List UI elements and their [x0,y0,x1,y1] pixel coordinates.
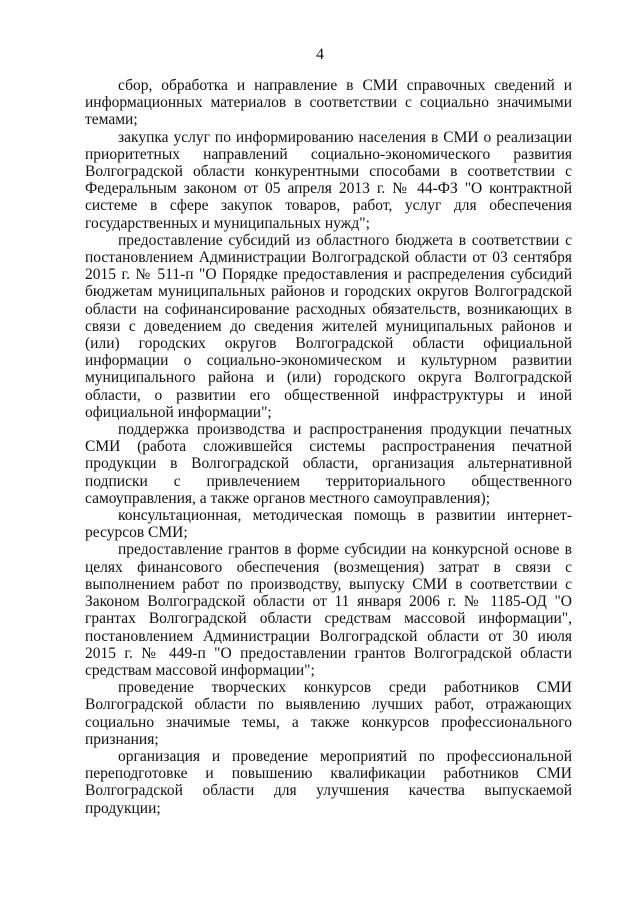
paragraph-print-support: поддержка производства и распространения продукции печатных СМИ (работа сложившейся системы распространения печатной продукции в Волгоградской области, организация альтернативной подписки с привлечением территориального общественного самоуправления, а также органов местного самоуправления); [85,421,572,507]
paragraph-training: организация и проведение мероприятий по профессиональной переподготовке и повышению квалификации работников СМИ Волгоградской области для улучшения качества выпускаемой продукции; [85,747,572,817]
paragraph-grants: предоставление грантов в форме субсидии на конкурсной основе в целях финансового обеспечения (возмещения) затрат в связи с выполнением работ по производству, выпуску СМИ в соответствии с Законом Волгоградской области от 11 января 2006 г. № 1185-ОД "О грантах Волгоградской области средствам массовой информации", постановлением Администрации Волгоградской области от 30 июля 2015 г. № 449-п "О предоставлении грантов Волгоградской области средствам массовой информации"; [85,541,572,679]
page-number: 4 [316,46,324,63]
document-body [85,77,572,817]
paragraph-consulting: консультационная, методическая помощь в развитии интернет-ресурсов СМИ; [85,507,572,542]
paragraph-contests: проведение творческих конкурсов среди работников СМИ Волгоградской области по выявлению лучших работ, отражающих социально значимые темы, а также конкурсов профессионального признания; [85,679,572,748]
paragraph-subsidies: предоставление субсидий из областного бюджета в соответствии с постановлением Администрации Волгоградской области от 03 сентября 2015 г. № 511-п "О Порядке предоставления и распределения субсидий бюджетам муниципальных районов и городских округов Волгоградской области на софинансирование расходных обязательств, возникающих в связи с доведением до сведения жителей муниципальных районов и (или) городских округов Волгоградской области официальной информации о социально-экономическом и культурном развитии муниципального района и (или) городского округа Волгоградской области, о развитии его общественной инфраструктуры и иной официальной информации"; [85,231,572,421]
paragraph-procurement: закупка услуг по информированию населения в СМИ о реализации приоритетных направлений социально-экономического развития Волгоградской области конкурентными способами в соответствии с Федеральным законом от 05 апреля 2013 г. № 44-ФЗ "О контрактной системе в сфере закупок товаров, работ, услуг для обеспечения государственных и муниципальных нужд"; [85,128,572,232]
paragraph-info-materials: сбор, обработка и направление в СМИ справочных сведений и информационных материалов в соответствии с социально значимыми темами; [85,77,572,129]
